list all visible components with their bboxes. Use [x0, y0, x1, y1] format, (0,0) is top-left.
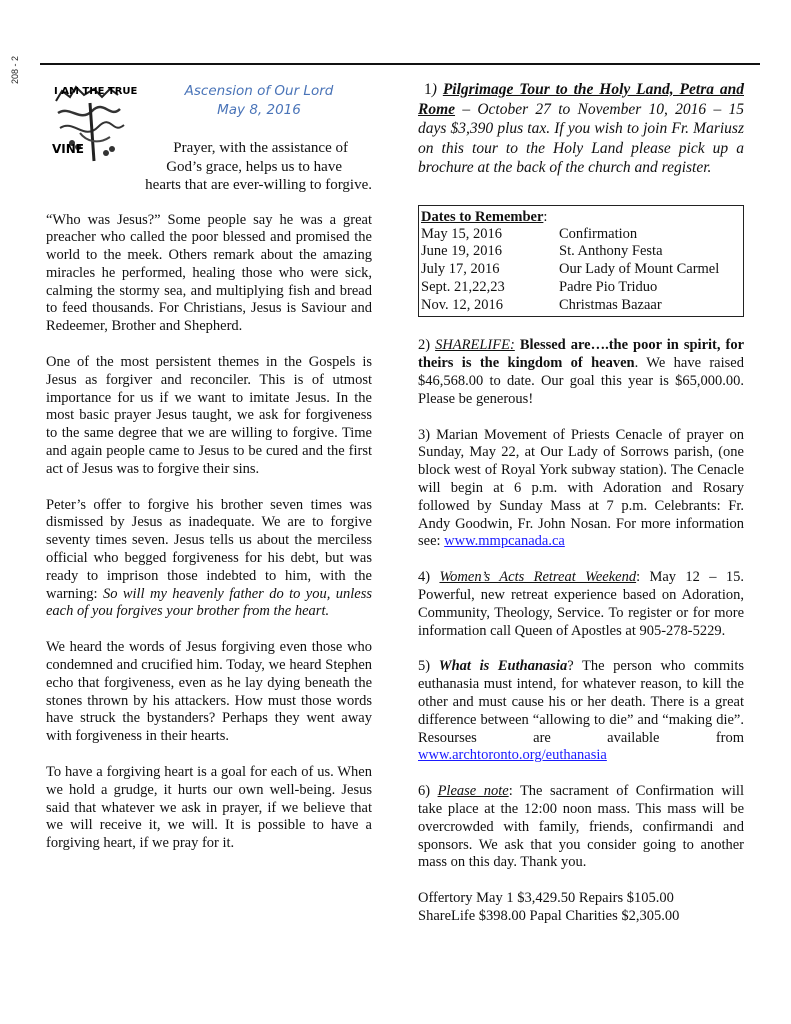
prayer-line: Prayer, with the assistance of	[173, 140, 348, 156]
date-row	[421, 279, 739, 297]
heading-date: May 8, 2016	[217, 102, 301, 118]
page-heading	[146, 80, 372, 120]
pilgrimage-title: Pilgrimage Tour to the Holy Land, Petra and Rome	[418, 81, 744, 118]
offertory-line: ShareLife $398.00 Papal Charities $2,305.00	[418, 908, 680, 924]
prayer-line: God’s grace, helps us to have	[166, 158, 342, 175]
dates-table	[421, 226, 739, 315]
event-cell: Our Lady of Mount Carmel	[559, 261, 720, 278]
mmpcanada-link[interactable]: www.mmpcanada.ca	[444, 533, 565, 550]
date-cell: May 15, 2016	[421, 225, 502, 242]
announcement-euthanasia: 5) What is Euthanasia? The person who commits euthanasia must intend, for whatever reason, to kill the other and must cause his or her death. There is a great difference between “allowing to die” and “making die”. Resourses are available from www.archtoronto.org/euthanasia	[418, 658, 744, 764]
event-cell: Padre Pio Triduo	[559, 278, 658, 295]
paragraph: One of the most persistent themes in the Gospels is Jesus as forgiver and reconciler. This is of utmost importance for us if we want to imitate Jesus. In the most basic prayer Jesus taught, we ask for forgiveness to the same degree that we are willing to forgive. Time and again people came to Jesus to be cured and the first act of Jesus was to forgive their sins.	[46, 354, 372, 477]
euthanasia-title: What is Euthanasia	[438, 658, 568, 675]
top-divider	[40, 63, 760, 65]
svg-text:I AM THE TRUE: I AM THE TRUE	[54, 86, 138, 97]
announcement-pilgrimage: 1) Pilgrimage Tour to the Holy Land, Petra and Rome – October 27 to November 10, 2016 – 15 days $3,390 plus tax. If you wish to join Fr. Mariusz on this tour to the Holy Land please pick up a brochure at the back of the church and register.	[418, 81, 744, 176]
please-note-title: Please note	[437, 783, 509, 800]
heading-title: Ascension of Our Lord	[184, 83, 334, 99]
paragraph: We heard the words of Jesus forgiving even those who condemned and crucified him. Today, we heard Stephen echo that forgiveness, even as he lay dying beneath the stones thrown by his attackers. How must those words have struck the bystanders? Perhaps they went away with forgiveness in their hearts.	[46, 639, 372, 745]
announcement-sharelife: 2) SHARELIFE: Blessed are….the poor in spirit, for theirs is the kingdom of heaven. We have raised $46,568.00 to date. Our goal this year is $65,000.00. Please be generous!	[418, 337, 745, 407]
archtoronto-link[interactable]: www.archtoronto.org/euthanasia	[418, 747, 607, 764]
date-cell: Sept. 21,22,23	[421, 278, 505, 295]
date-row	[421, 243, 739, 261]
right-column	[418, 80, 744, 926]
dates-title: Dates to Remember	[421, 208, 544, 225]
left-column	[46, 80, 372, 853]
dates-to-remember-box: Dates to Remember: May 15, 2016 Confirmation June 19, 2016 St. Anthony Festa July 17, 2016 Our Lady of Mount Carmel Sept. 21,22,23 Padre Pio Triduo Nov. 12, 2016 Christmas Bazaar	[418, 205, 744, 318]
date-cell: July 17, 2016	[421, 261, 500, 278]
announcement-cenacle: 3) Marian Movement of Priests Cenacle of prayer on Sunday, May 22, at Our Lady of Sorrows parish, (one block west of Royal York subway station). The Cenacle will begin at 6 p.m. with Adoration and Rosary followed by Sunday Mass at 7 p.m. Celebrants: Fr. Andy Goodwin, Fr. John Nosan. For more information see: www.mmpcanada.ca	[418, 426, 744, 550]
date-row	[421, 226, 739, 244]
announcement-confirmation: 6) Please note: The sacrament of Confirmation will take place at the 12:00 noon mass. This mass will be overcrowded with family, friends, confirmandi and sponsors. We ask that you consider going to another mass on this day. Thank you.	[418, 783, 744, 871]
prayer-line: hearts that are ever-willing to forgive.	[145, 177, 372, 193]
prayer-block	[46, 139, 372, 195]
paragraph: To have a forgiving heart is a goal for each of us. When we hold a grudge, it hurts our own well-being. Jesus said that whatever we ask in prayer, if we believe that we will receive it, we will. It is possible to have a forgiving heart, if we pray for it.	[46, 764, 372, 852]
date-row	[421, 261, 739, 279]
paragraph: Peter’s offer to forgive his brother seven times was dismissed by Jesus as inadequate. We are to forgive seventy times seven. Jesus tells us about the merciless official who begged forgiveness for his debt, but was ready to imprison those indebted to him, with the warning: So will my heavenly father do to you, unless each of you forgives your brother from the heart.	[46, 496, 372, 620]
svg-text:VINE: VINE	[52, 142, 84, 156]
date-cell: June 19, 2016	[421, 243, 502, 260]
announcement-retreat: 4) Women’s Acts Retreat Weekend: May 12 – 15. Powerful, new retreat experience based on Adoration, Community, Theology, Service. To register or for more information call Queen of Apostles at 905-278-5229.	[418, 569, 744, 639]
date-row	[421, 297, 739, 315]
offertory-line: Offertory May 1 $3,429.50 Repairs $105.00	[418, 890, 674, 907]
date-cell: Nov. 12, 2016	[421, 296, 504, 313]
retreat-title: Women’s Acts Retreat Weekend	[439, 569, 637, 586]
paragraph: “Who was Jesus?” Some people say he was a great preacher who called the poor blessed and promised the world to the meek. Others remark about the amazing miracles he performed, healing those who were sick, calming the stormy sea, and multiplying fish and bread to feed thousands. For Christians, Jesus is Saviour and Redeemer, Brother and Shepherd.	[46, 211, 372, 335]
event-cell: Confirmation	[559, 225, 638, 242]
sharelife-title: SHARELIFE:	[435, 337, 515, 354]
page-label: 208 - 2	[10, 56, 20, 85]
event-cell: Christmas Bazaar	[559, 296, 662, 313]
event-cell: St. Anthony Festa	[559, 243, 663, 260]
scripture-quote: So will my heavenly father do to you, unless each of you forgives your brother from the heart.	[46, 585, 372, 620]
